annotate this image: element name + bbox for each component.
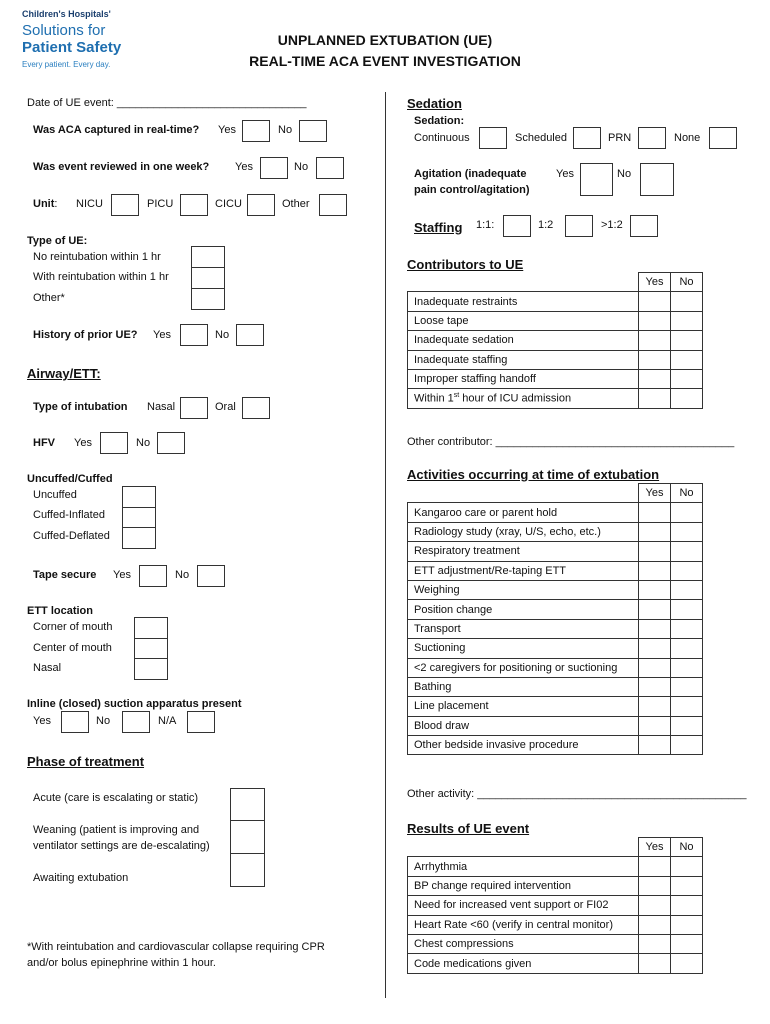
activity-row — [408, 677, 703, 696]
hfv-no-checkbox[interactable] — [157, 432, 185, 454]
activity-row-label: <2 caregivers for positioning or suctioning — [408, 658, 639, 677]
intubation-nasal-label: Nasal — [147, 401, 176, 413]
intubation-nasal-checkbox[interactable] — [180, 397, 208, 419]
result-row — [408, 915, 703, 934]
history-no-label: No — [215, 329, 230, 341]
hfv-yes-label: Yes — [74, 437, 92, 449]
aca-no-label: No — [278, 124, 293, 136]
activity-row-yes-checkbox[interactable] — [639, 619, 671, 638]
history-yes-label: Yes — [153, 329, 171, 341]
activity-row-yes-checkbox[interactable] — [639, 542, 671, 561]
inline-no-checkbox[interactable] — [122, 711, 150, 733]
phase-opt2b-label: ventilator settings are de-escalating) — [33, 840, 210, 852]
title-line1: UNPLANNED EXTUBATION (UE) — [277, 32, 493, 48]
cuff-opt1-checkbox[interactable] — [122, 486, 156, 508]
unit-cicu-label: CICU — [215, 198, 242, 210]
hfv-yes-checkbox[interactable] — [100, 432, 128, 454]
footnote-line1: *With reintubation and cardiovascular collapse requiring CPR — [27, 941, 325, 953]
contributor-row — [408, 389, 703, 408]
agitation-label-1: Agitation (inadequate — [414, 168, 527, 180]
phase-opt3-checkbox[interactable] — [230, 853, 265, 887]
tape-no-checkbox[interactable] — [197, 565, 225, 587]
staffing-1-2-label: 1:2 — [538, 219, 554, 231]
unit-label: Unit — [33, 198, 55, 210]
staffing-label: Staffing — [414, 220, 463, 235]
contributor-row — [408, 350, 703, 369]
other-contributor-label: Other contributor: _______________________________________ — [407, 436, 735, 448]
inline-yes-checkbox[interactable] — [61, 711, 89, 733]
activity-row-no-checkbox[interactable] — [671, 619, 703, 638]
contributor-row-yes-checkbox[interactable] — [639, 311, 671, 330]
contributor-row-label: Within 1st hour of ICU admission — [408, 389, 639, 408]
logo-line1: Children's Hospitals' — [22, 9, 111, 19]
type-opt1-label: No reintubation within 1 hr — [33, 251, 161, 263]
aca-no-checkbox[interactable] — [299, 120, 327, 142]
result-row-no-checkbox[interactable] — [671, 876, 703, 895]
aca-yes-label: Yes — [218, 124, 236, 136]
sedation-scheduled-checkbox[interactable] — [573, 127, 601, 149]
contributors-table — [407, 272, 703, 409]
type-of-ue-label: Type of UE: — [27, 235, 88, 247]
contributor-row — [408, 369, 703, 388]
cuff-opt2-checkbox[interactable] — [122, 507, 156, 529]
result-row-yes-checkbox[interactable] — [639, 876, 671, 895]
staffing-1-2-checkbox[interactable] — [565, 215, 593, 237]
activity-row-yes-checkbox[interactable] — [639, 503, 671, 522]
unit-cicu-checkbox[interactable] — [247, 194, 275, 216]
result-row-yes-checkbox[interactable] — [639, 896, 671, 915]
tape-yes-checkbox[interactable] — [139, 565, 167, 587]
other-activity-label: Other activity: ____________________________________________ — [407, 788, 747, 800]
sedation-scheduled-label: Scheduled — [515, 132, 567, 144]
type-opt2-label: With reintubation within 1 hr — [33, 271, 169, 283]
hfv-label: HFV — [33, 437, 55, 449]
cuff-opt1-label: Uncuffed — [33, 489, 77, 501]
history-yes-checkbox[interactable] — [180, 324, 208, 346]
contributor-row-no-checkbox[interactable] — [671, 292, 703, 311]
contributor-row-no-checkbox[interactable] — [671, 331, 703, 350]
result-row-label: Code medications given — [408, 954, 639, 973]
phase-opt2-checkbox[interactable] — [230, 820, 265, 854]
activity-row-yes-checkbox[interactable] — [639, 716, 671, 735]
contributors-heading: Contributors to UE — [407, 257, 524, 272]
activity-row — [408, 503, 703, 522]
activity-row-label: Weighing — [408, 580, 639, 599]
phase-heading: Phase of treatment — [27, 754, 145, 769]
activity-header-blank — [408, 484, 639, 503]
agitation-no-label: No — [617, 168, 632, 180]
inline-na-label: N/A — [158, 715, 177, 727]
inline-no-label: No — [96, 715, 111, 727]
activity-row-yes-checkbox[interactable] — [639, 639, 671, 658]
result-row — [408, 954, 703, 973]
ett-location-label: ETT location — [27, 605, 93, 617]
activity-row — [408, 561, 703, 580]
ett-opt2-label: Center of mouth — [33, 642, 112, 654]
result-row-no-checkbox[interactable] — [671, 857, 703, 876]
results-table — [407, 837, 703, 974]
sedation-none-checkbox[interactable] — [709, 127, 737, 149]
ett-opt2-checkbox[interactable] — [134, 638, 168, 660]
sedation-prn-label: PRN — [608, 132, 632, 144]
result-row-label: BP change required intervention — [408, 876, 639, 895]
staffing-1-1-label: 1:1: — [476, 219, 495, 231]
staffing-gt-1-2-checkbox[interactable] — [630, 215, 658, 237]
logo-line3: Patient Safety — [22, 39, 122, 56]
activity-row-label: Suctioning — [408, 639, 639, 658]
activity-row-label: Other bedside invasive procedure — [408, 736, 639, 755]
contributor-row-label: Inadequate sedation — [408, 331, 639, 350]
result-header-row — [408, 838, 703, 857]
reviewed-yes-checkbox[interactable] — [260, 157, 288, 179]
result-row-no-checkbox[interactable] — [671, 954, 703, 973]
unit-other-checkbox[interactable] — [319, 194, 347, 216]
activity-row-yes-checkbox[interactable] — [639, 736, 671, 755]
contributor-row-yes-checkbox[interactable] — [639, 350, 671, 369]
unit-other-label: Other — [282, 198, 310, 210]
unit-picu-checkbox[interactable] — [180, 194, 208, 216]
activity-row-label: Blood draw — [408, 716, 639, 735]
contributor-row-label: Inadequate restraints — [408, 292, 639, 311]
contributor-row-yes-checkbox[interactable] — [639, 331, 671, 350]
result-row-yes-checkbox[interactable] — [639, 954, 671, 973]
activity-row-yes-checkbox[interactable] — [639, 677, 671, 696]
unit-nicu-checkbox[interactable] — [111, 194, 139, 216]
title-line2: REAL-TIME ACA EVENT INVESTIGATION — [249, 53, 521, 69]
unit-nicu-label: NICU — [76, 198, 103, 210]
unit-picu-label: PICU — [147, 198, 174, 210]
unit-colon: : — [54, 198, 58, 210]
activity-row-label: Bathing — [408, 677, 639, 696]
inline-label: Inline (closed) suction apparatus present — [27, 698, 242, 710]
activity-row-no-checkbox[interactable] — [671, 522, 703, 541]
agitation-yes-label: Yes — [556, 168, 574, 180]
sedation-continuous-label: Continuous — [414, 132, 470, 144]
footnote-line2: and/or bolus epinephrine within 1 hour. — [27, 957, 216, 969]
activity-row-yes-checkbox[interactable] — [639, 658, 671, 677]
history-label: History of prior UE? — [33, 329, 138, 341]
result-row-label: Heart Rate <60 (verify in central monitor) — [408, 915, 639, 934]
result-header-blank — [408, 838, 639, 857]
activity-row — [408, 716, 703, 735]
airway-heading: Airway/ETT: — [27, 366, 101, 381]
contributor-row-label: Improper staffing handoff — [408, 369, 639, 388]
cuff-opt2-label: Cuffed-Inflated — [33, 509, 105, 521]
phase-opt1-label: Acute (care is escalating or static) — [33, 792, 199, 804]
phase-opt2a-label: Weaning (patient is improving and — [33, 824, 200, 836]
aca-yes-checkbox[interactable] — [242, 120, 270, 142]
activity-row-no-checkbox[interactable] — [671, 600, 703, 619]
activity-row-yes-checkbox[interactable] — [639, 522, 671, 541]
contributor-header-no: No — [671, 273, 703, 292]
result-row-no-checkbox[interactable] — [671, 896, 703, 915]
contributor-row — [408, 292, 703, 311]
activity-row-label: ETT adjustment/Re-taping ETT — [408, 561, 639, 580]
activity-row-no-checkbox[interactable] — [671, 697, 703, 716]
contributor-row-label: Loose tape — [408, 311, 639, 330]
intubation-label: Type of intubation — [33, 401, 128, 413]
result-row-no-checkbox[interactable] — [671, 934, 703, 953]
contributor-row-no-checkbox[interactable] — [671, 350, 703, 369]
activity-row-label: Transport — [408, 619, 639, 638]
agitation-label-2: pain control/agitation) — [414, 184, 530, 196]
staffing-1-1-checkbox[interactable] — [503, 215, 531, 237]
ett-opt3-checkbox[interactable] — [134, 658, 168, 680]
agitation-no-checkbox[interactable] — [640, 163, 674, 196]
contributor-row-label: Inadequate staffing — [408, 350, 639, 369]
result-row-yes-checkbox[interactable] — [639, 915, 671, 934]
activity-header-row — [408, 484, 703, 503]
activities-heading: Activities occurring at time of extubation — [407, 467, 660, 482]
cuff-opt3-checkbox[interactable] — [122, 527, 156, 549]
phase-opt3-label: Awaiting extubation — [33, 872, 129, 884]
tape-label: Tape secure — [33, 569, 97, 581]
result-row-yes-checkbox[interactable] — [639, 934, 671, 953]
activity-header-no: No — [671, 484, 703, 503]
agitation-yes-checkbox[interactable] — [580, 163, 613, 196]
intubation-oral-checkbox[interactable] — [242, 397, 270, 419]
contributor-row-no-checkbox[interactable] — [671, 389, 703, 408]
unit-label-group — [33, 198, 57, 210]
result-row — [408, 857, 703, 876]
contributor-header-row — [408, 273, 703, 292]
reviewed-no-checkbox[interactable] — [316, 157, 344, 179]
logo-line4: Every patient. Every day. — [22, 60, 111, 69]
activity-row — [408, 522, 703, 541]
aca-captured-label: Was ACA captured in real-time? — [33, 124, 200, 136]
tape-no-label: No — [175, 569, 190, 581]
type-opt2-checkbox[interactable] — [191, 267, 225, 289]
type-opt3-label: Other* — [33, 292, 65, 304]
activity-row-no-checkbox[interactable] — [671, 658, 703, 677]
result-header-no: No — [671, 838, 703, 857]
history-no-checkbox[interactable] — [236, 324, 264, 346]
result-row — [408, 896, 703, 915]
activity-row — [408, 736, 703, 755]
cuff-label: Uncuffed/Cuffed — [27, 473, 113, 485]
result-header-yes: Yes — [639, 838, 671, 857]
ett-opt1-label: Corner of mouth — [33, 621, 113, 633]
activity-row — [408, 580, 703, 599]
ett-opt3-label: Nasal — [33, 662, 62, 674]
activity-row-no-checkbox[interactable] — [671, 639, 703, 658]
activity-row-no-checkbox[interactable] — [671, 677, 703, 696]
type-opt3-checkbox[interactable] — [191, 288, 225, 310]
result-row-yes-checkbox[interactable] — [639, 857, 671, 876]
activity-row-no-checkbox[interactable] — [671, 542, 703, 561]
activity-row-yes-checkbox[interactable] — [639, 600, 671, 619]
column-divider — [385, 92, 386, 998]
activity-row-no-checkbox[interactable] — [671, 736, 703, 755]
date-label: Date of UE event: _______________________________ — [27, 97, 307, 109]
contributor-row — [408, 311, 703, 330]
activity-row — [408, 619, 703, 638]
activity-header-yes: Yes — [639, 484, 671, 503]
activity-row-label: Respiratory treatment — [408, 542, 639, 561]
contributor-row-no-checkbox[interactable] — [671, 369, 703, 388]
result-row-label: Chest compressions — [408, 934, 639, 953]
activity-row-no-checkbox[interactable] — [671, 580, 703, 599]
reviewed-no-label: No — [294, 161, 309, 173]
contributor-header-yes: Yes — [639, 273, 671, 292]
results-heading: Results of UE event — [407, 821, 530, 836]
activity-row-label: Radiology study (xray, U/S, echo, etc.) — [408, 522, 639, 541]
result-row-no-checkbox[interactable] — [671, 915, 703, 934]
sedation-label: Sedation: — [414, 115, 465, 127]
result-row — [408, 876, 703, 895]
activity-row — [408, 658, 703, 677]
contributor-row-yes-checkbox[interactable] — [639, 389, 671, 408]
sedation-continuous-checkbox[interactable] — [479, 127, 507, 149]
activity-row-yes-checkbox[interactable] — [639, 580, 671, 599]
activity-row-yes-checkbox[interactable] — [639, 561, 671, 580]
activity-row-label: Line placement — [408, 697, 639, 716]
contributor-row — [408, 331, 703, 350]
contributor-header-blank — [408, 273, 639, 292]
sedation-prn-checkbox[interactable] — [638, 127, 666, 149]
reviewed-yes-label: Yes — [235, 161, 253, 173]
activity-row-yes-checkbox[interactable] — [639, 697, 671, 716]
activity-row — [408, 697, 703, 716]
contributor-row-yes-checkbox[interactable] — [639, 292, 671, 311]
logo-line2: Solutions for — [22, 22, 106, 39]
activities-table — [407, 483, 703, 755]
reviewed-label: Was event reviewed in one week? — [33, 161, 210, 173]
activity-row — [408, 542, 703, 561]
sedation-heading: Sedation — [407, 96, 462, 111]
activity-row — [408, 639, 703, 658]
staffing-gt-1-2-label: >1:2 — [601, 219, 623, 231]
cuff-opt3-label: Cuffed-Deflated — [33, 530, 110, 542]
hfv-no-label: No — [136, 437, 151, 449]
result-row — [408, 934, 703, 953]
inline-yes-label: Yes — [33, 715, 51, 727]
activity-row — [408, 600, 703, 619]
inline-na-checkbox[interactable] — [187, 711, 215, 733]
activity-row-label: Kangaroo care or parent hold — [408, 503, 639, 522]
contributor-row-no-checkbox[interactable] — [671, 311, 703, 330]
activity-row-label: Position change — [408, 600, 639, 619]
result-row-label: Arrhythmia — [408, 857, 639, 876]
type-opt1-checkbox[interactable] — [191, 246, 225, 268]
tape-yes-label: Yes — [113, 569, 131, 581]
contributor-row-yes-checkbox[interactable] — [639, 369, 671, 388]
activity-row-no-checkbox[interactable] — [671, 716, 703, 735]
activity-row-no-checkbox[interactable] — [671, 503, 703, 522]
sedation-none-label: None — [674, 132, 701, 144]
phase-opt1-checkbox[interactable] — [230, 788, 265, 821]
activity-row-no-checkbox[interactable] — [671, 561, 703, 580]
result-row-label: Need for increased vent support or FI02 — [408, 896, 639, 915]
ett-opt1-checkbox[interactable] — [134, 617, 168, 639]
intubation-oral-label: Oral — [215, 401, 236, 413]
